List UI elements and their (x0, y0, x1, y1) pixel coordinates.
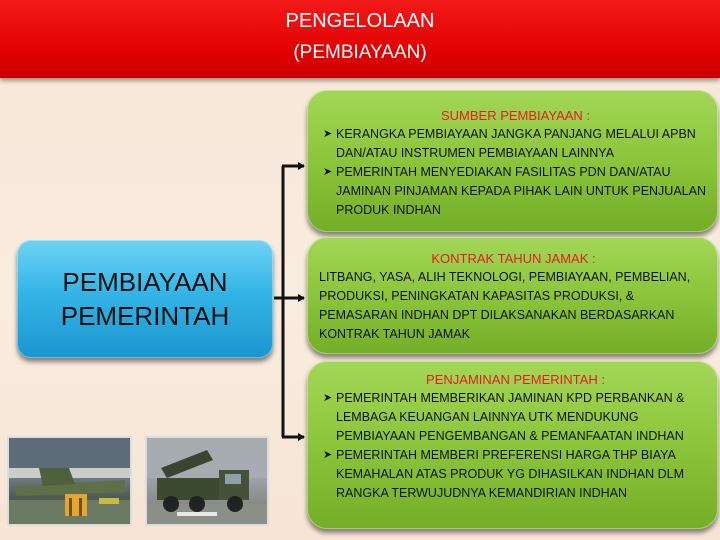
kontrak-tahun-jamak-box (307, 237, 718, 354)
pembiayaan-pemerintah-box (17, 240, 273, 358)
list-item (323, 446, 708, 503)
bullet-text: PEMERINTAH MENYEDIAKAN FASILITAS PDN DAN/ATAU JAMINAN PINJAMAN KEPADA PIHAK LAIN UNTUK PENJUALAN PRODUK INDHAN (336, 165, 706, 217)
arrowhead-bullet-icon: ➤ (323, 128, 333, 140)
bullet-text: PEMERINTAH MEMBERI PREFERENSI HARGA THP BIAYA KEMAHALAN ATAS PRODUK YG DIHASILKAN INDHAN DLM RANGKA TERWUJUDNYA KEMANDIRIAN INDHAN (336, 448, 684, 500)
main-box-line2: PEMERINTAH (60, 301, 230, 331)
aircraft-hangar-photo (7, 436, 132, 526)
list-item (323, 125, 708, 163)
sumber-pembiayaan-box (307, 90, 718, 232)
main-box-line1: PEMBIAYAAN (62, 267, 228, 297)
list-item (323, 389, 708, 446)
rocket-launcher-truck-photo (145, 436, 269, 526)
slide-title: PENGELOLAAN (285, 10, 435, 32)
sumber-pembiayaan-title: SUMBER PEMBIAYAAN : (440, 108, 591, 123)
title-banner (0, 0, 720, 78)
arrowhead-bullet-icon: ➤ (323, 392, 333, 404)
penjaminan-pemerintah-title: PENJAMINAN PEMERINTAH : (426, 372, 605, 387)
bullet-text: PEMERINTAH MEMBERIKAN JAMINAN KPD PERBANKAN & LEMBAGA KEUANGAN LAINNYA UTK MENDUKUNG PEMBIAYAAN PENGEMBANGAN & PEMANFAATAN INDHAN (336, 391, 685, 443)
kontrak-tahun-jamak-title: KONTRAK TAHUN JAMAK : (431, 251, 596, 266)
bullet-text: KERANGKA PEMBIAYAAN JANGKA PANJANG MELALUI APBN DAN/ATAU INSTRUMEN PEMBIAYAAN LAINNYA (336, 127, 696, 160)
aircraft-illustration (9, 438, 130, 524)
arrowhead-bullet-icon: ➤ (323, 449, 333, 461)
kontrak-tahun-jamak-text: LITBANG, YASA, ALIH TEKNOLOGI, PEMBIAYAAN, PEMBELIAN, PRODUKSI, PENINGKATAN KAPASITAS PRODUKSI, & PEMASARAN INDHAN DPT DILAKSANAKAN BERDASARKAN KONTRAK TAHUN JAMAK (319, 270, 691, 341)
slide-subtitle: (PEMBIAYAAN) (293, 42, 427, 63)
penjaminan-pemerintah-box (307, 361, 718, 529)
truck-illustration (147, 438, 267, 524)
list-item (323, 163, 708, 220)
arrowhead-bullet-icon: ➤ (323, 166, 333, 178)
